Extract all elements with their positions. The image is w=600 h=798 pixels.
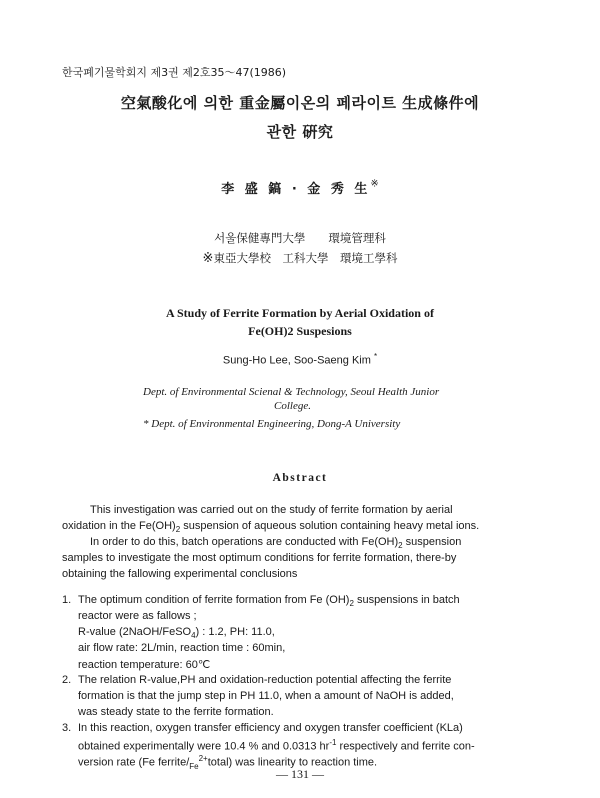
superscript: 2+ bbox=[198, 754, 208, 763]
abstract-line: This investigation was carried out on the study of ferrite formation by aerial bbox=[90, 504, 453, 516]
abstract-line: samples to investigate the most optimum conditions for ferrite formation, there-by bbox=[62, 552, 457, 564]
subscript: 2 bbox=[349, 599, 354, 609]
item-text: R-value (2NaOH/FeSO bbox=[78, 626, 192, 638]
authors-english bbox=[0, 352, 600, 367]
title-korean-line-1: 空氣酸化에 의한 重金屬이온의 페라이트 生成條件에 bbox=[120, 94, 480, 112]
item-line bbox=[78, 626, 275, 640]
department-1: Dept. of Environmental Scienal & Technology, Seoul Health Junior bbox=[143, 386, 440, 398]
abstract-line bbox=[90, 536, 461, 550]
subscript: 2 bbox=[175, 525, 181, 535]
item-line: reaction temperature: 60℃ bbox=[78, 659, 211, 671]
item-line: The relation R-value,PH and oxidation-reduction potential affecting the ferrite bbox=[78, 674, 452, 686]
authors-korean-mark: ※ bbox=[370, 178, 379, 190]
page-number: — 131 — bbox=[276, 767, 324, 781]
item-line: was steady state to the ferrite formation. bbox=[78, 706, 274, 718]
title-english-line-2: Fe(OH)2 Suspesions bbox=[248, 324, 352, 338]
authors-korean bbox=[0, 178, 600, 197]
abstract-line: obtaining the fallowing experimental conclusions bbox=[62, 568, 298, 580]
affiliation-korean-2 bbox=[0, 250, 600, 266]
item-line bbox=[78, 594, 460, 608]
subscript: 4 bbox=[191, 631, 196, 641]
item-text: obtained experimentally were 10.4 % and 0.0313 hr bbox=[78, 740, 330, 753]
item-line: In this reaction, oxygen transfer efficiency and oxygen transfer coefficient (KLa) bbox=[78, 722, 463, 734]
item-number: 3. bbox=[62, 722, 72, 734]
abstract-heading: Abstract bbox=[272, 472, 328, 484]
authors-english-mark: * bbox=[373, 352, 378, 361]
abstract-text: In order to do this, batch operations are conducted with Fe(OH) bbox=[90, 536, 399, 548]
superscript: -1 bbox=[329, 738, 337, 747]
subscript: Fe bbox=[189, 761, 199, 771]
abstract-text: oxidation in the Fe(OH) bbox=[62, 520, 176, 532]
item-text: version rate (Fe ferrite/ bbox=[78, 756, 190, 769]
affiliation-korean-2-text: 東亞大學校 工科大學 環境工學科 bbox=[213, 251, 398, 265]
item-text: total) was linearity to reaction time. bbox=[207, 756, 378, 769]
subscript: 2 bbox=[398, 541, 403, 551]
affiliation-korean-2-mark: ※ bbox=[202, 251, 214, 266]
authors-korean-names: 李 盛 鎬 · 金 秀 生 bbox=[221, 182, 371, 197]
item-line: formation is that the jump step in PH 11.0, when a amount of NaOH is added, bbox=[78, 690, 454, 702]
abstract-text: suspension of aqueous solution containing heavy metal ions. bbox=[180, 520, 480, 532]
item-number: 1. bbox=[62, 594, 72, 606]
abstract-line bbox=[62, 520, 479, 534]
authors-english-names: Sung-Ho Lee, Soo-Saeng Kim bbox=[222, 354, 371, 367]
department-1-continued: College. bbox=[274, 400, 311, 412]
item-text: suspensions in batch bbox=[353, 594, 460, 606]
item-number: 2. bbox=[62, 674, 72, 686]
abstract-text: suspension bbox=[402, 536, 462, 548]
item-line bbox=[78, 738, 475, 753]
affiliation-korean-1: 서울保健專門大學 環境管理科 bbox=[214, 231, 386, 245]
department-2: * Dept. of Environmental Engineering, Dong-A University bbox=[143, 418, 401, 430]
journal-header: 한국폐기물학회지 제3권 제2호35～47(1986) bbox=[62, 66, 287, 79]
title-korean-line-2: 관한 硏究 bbox=[266, 123, 334, 141]
item-text: The optimum condition of ferrite formation from Fe (OH) bbox=[78, 594, 350, 606]
title-english-line-1: A Study of Ferrite Formation by Aerial Oxidation of bbox=[166, 306, 434, 320]
item-text: ) : 1.2, PH: 11.0, bbox=[195, 626, 275, 638]
item-text: respectively and ferrite con- bbox=[336, 740, 475, 753]
item-line: reactor were as fallows ; bbox=[78, 610, 197, 622]
item-line: air flow rate: 2L/min, reaction time : 60min, bbox=[78, 642, 286, 654]
